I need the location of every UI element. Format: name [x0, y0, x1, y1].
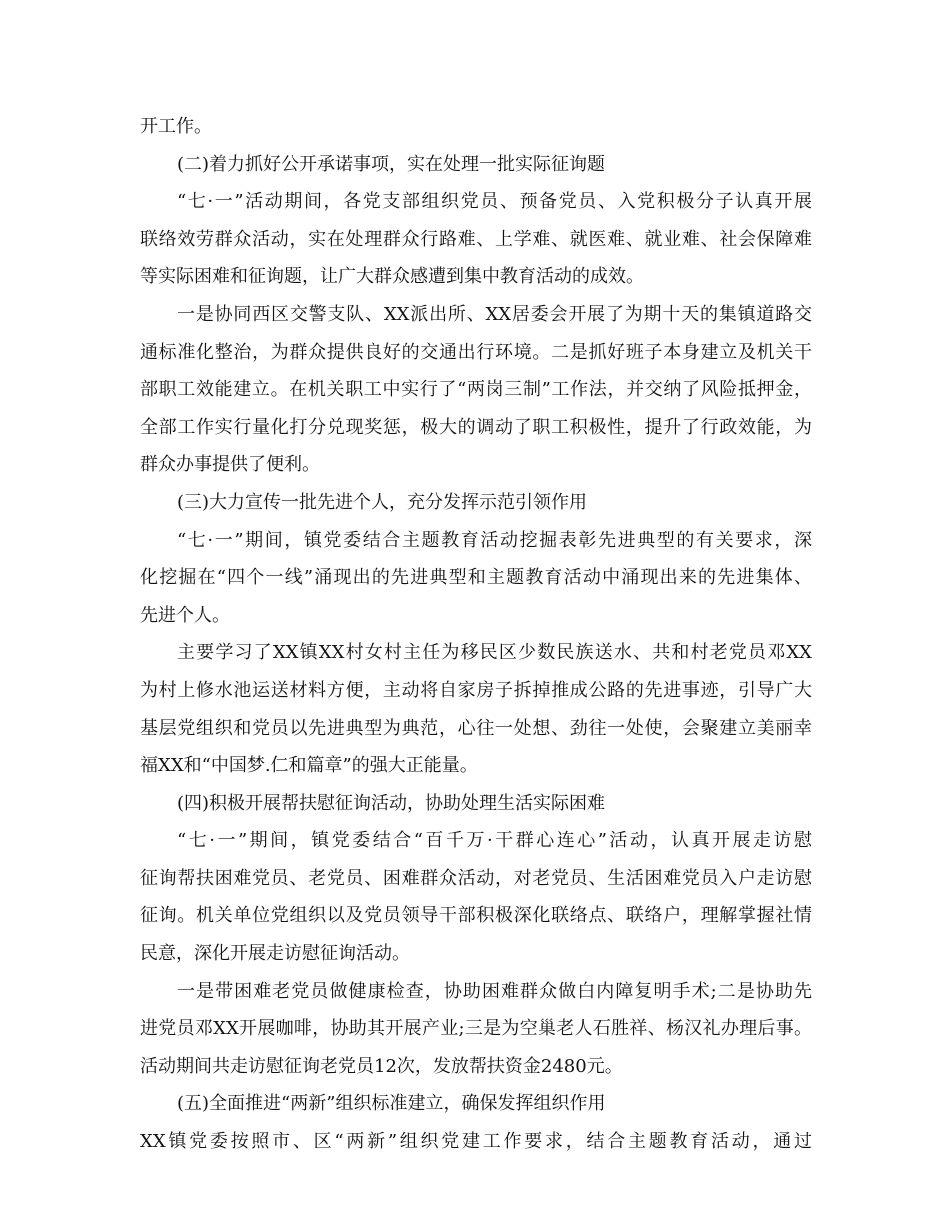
paragraph-line: 通标准化整治，为群众提供良好的交通出行环境。二是抓好班子本身建立及机关干 — [140, 341, 812, 363]
paragraph-line: 基层党组织和党员以先进典型为典范，心往一处想、劲往一处使，会聚建立美丽幸 — [140, 717, 812, 739]
section-heading: (二)着力抓好公开承诺事项，实在处理一批实际征询题 — [177, 153, 606, 175]
paragraph-line: 福XX和“中国梦.仁和篇章”的强大正能量。 — [140, 755, 478, 777]
paragraph-line: 群众办事提供了便利。 — [140, 454, 320, 476]
paragraph-line: 为村上修水池运送材料方便，主动将自家房子拆掉推成公路的先进事迹，引导广大 — [140, 679, 812, 701]
paragraph-line: 活动期间共走访慰征询老党员12次，发放帮扶资金2480元。 — [140, 1055, 623, 1077]
paragraph-line: 征询帮扶困难党员、老党员、困难群众活动，对老党员、生活困难党员入户走访慰 — [140, 867, 812, 889]
paragraph-line: 等实际困难和征询题，让广大群众感遭到集中教育活动的成效。 — [140, 266, 644, 288]
paragraph-line: 一是带困难老党员做健康检查，协助困难群众做白内障复明手术;二是协助先 — [177, 980, 812, 1002]
section-heading: (三)大力宣传一批先进个人，充分发挥示范引领作用 — [177, 491, 588, 513]
paragraph-line: 一是协同西区交警支队、XX派出所、XX居委会开展了为期十天的集镇道路交 — [177, 303, 812, 325]
paragraph-line: 征询。机关单位党组织以及党员领导干部积极深化联络点、联络户，理解掌握社情 — [140, 905, 812, 927]
paragraph-line: 联络效劳群众活动，实在处理群众行路难、上学难、就医难、就业难、社会保障难 — [140, 228, 812, 250]
paragraph-line: “七·一”活动期间，各党支部组织党员、预备党员、入党积极分子认真开展 — [177, 191, 812, 213]
section-heading: (五)全面推进“两新”组织标准建立，确保发挥组织作用 — [177, 1093, 606, 1115]
paragraph-line: 进党员邓XX开展咖啡，协助其开展产业;三是为空巢老人石胜祥、杨汉礼办理后事。 — [140, 1018, 812, 1040]
paragraph-line: “七·一”期间，镇党委结合“百千万·干群心连心”活动，认真开展走访慰 — [177, 830, 812, 852]
paragraph-line: 全部工作实行量化打分兑现奖惩，极大的调动了职工积极性，提升了行政效能，为 — [140, 416, 812, 438]
paragraph-line: “七·一”期间，镇党委结合主题教育活动挖掘表彰先进典型的有关要求，深 — [177, 529, 812, 551]
paragraph-line: 主要学习了XX镇XX村女村主任为移民区少数民族送水、共和村老党员邓XX — [177, 642, 812, 664]
paragraph-line: XX镇党委按照市、区“两新”组织党建工作要求，结合主题教育活动，通过 — [140, 1131, 812, 1153]
paragraph-line: 开工作。 — [140, 116, 212, 137]
paragraph-line: 化挖掘在“四个一线”涌现出的先进典型和主题教育活动中涌现出来的先进集体、 — [140, 567, 812, 589]
section-heading: (四)积极开展帮扶慰征询活动，协助处理生活实际困难 — [177, 792, 606, 814]
paragraph-line: 部职工效能建立。在机关职工中实行了“两岗三制”工作法，并交纳了风险抵押金， — [140, 379, 812, 401]
paragraph-line: 先进个人。 — [140, 604, 230, 626]
paragraph-line: 民意，深化开展走访慰征询活动。 — [140, 943, 410, 965]
